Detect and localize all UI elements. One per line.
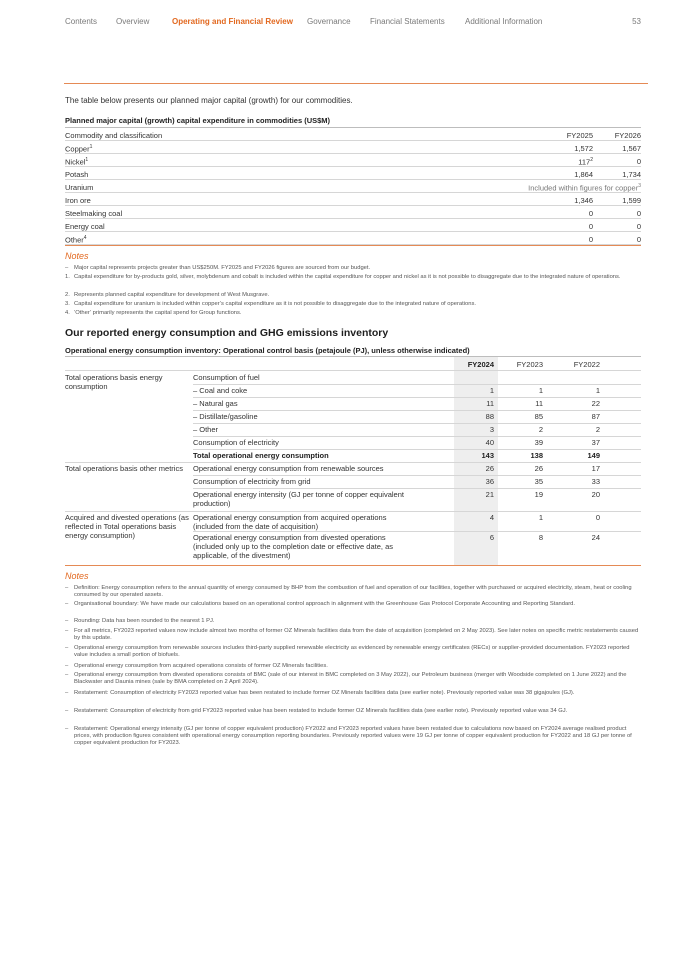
metric-value: 35 (534, 477, 543, 486)
capex-row (65, 180, 641, 193)
note-marker: 3. (65, 301, 70, 307)
row-rule (193, 410, 641, 411)
metric-value: 33 (591, 477, 600, 486)
metric-value: 2 (538, 425, 543, 434)
note-item (65, 672, 641, 686)
fy2025-value: 0 (588, 209, 593, 218)
page-number: 53 (632, 17, 641, 26)
fy2025-value: 1,572 (574, 144, 593, 153)
metric-value: 39 (534, 438, 543, 447)
metric-label: – Other (193, 425, 219, 434)
note-text: Capital expenditure for uranium is included within copper’s capital expenditure as it is not possible to disaggregate due to the integrated nature of operations. (74, 301, 476, 307)
notes-heading-2: Notes (65, 571, 89, 581)
fy2026-value: 0 (636, 235, 641, 244)
capex-row (65, 154, 641, 167)
note-text: For all metrics, FY2023 reported values now include almost two months of former OZ Minerals facilities data from the date of acquisition (completed on 2 May 2023). See later notes on specific metric restatements caused by this update. (74, 628, 639, 641)
header-rule (65, 370, 641, 371)
footnote-marker: 3 (638, 183, 641, 189)
row-rule (193, 531, 641, 532)
metric-value: 4 (489, 513, 494, 522)
metric-value: 26 (485, 464, 494, 473)
note-marker: – (65, 265, 69, 271)
group-label: Total operations basis other metrics (65, 464, 183, 473)
note-text: Operational energy consumption from acquired operations consists of former OZ Minerals facilities. (74, 663, 328, 669)
note-marker: – (65, 672, 69, 678)
metric-value: 37 (591, 438, 600, 447)
capex-row (65, 141, 641, 154)
note-marker: – (65, 585, 69, 591)
note-marker: – (65, 663, 69, 669)
note-item (65, 601, 641, 608)
row-rule (193, 384, 641, 385)
note-item (65, 618, 641, 625)
note-text: Restatement: Consumption of electricity from grid FY2023 reported value has been restated to include former OZ Minerals facilities data (see earlier note). Previously reported value was 34 GJ. (74, 708, 568, 714)
note-item (65, 708, 641, 715)
metric-label: – Natural gas (193, 399, 238, 408)
note-item (65, 265, 641, 272)
note-item (65, 301, 641, 308)
header-commodity: Commodity and classification (65, 131, 163, 140)
metric-value: 20 (591, 490, 600, 499)
metric-value: 40 (485, 438, 494, 447)
top-navigation (65, 17, 641, 29)
note-item (65, 663, 641, 670)
metric-value: 6 (489, 533, 494, 542)
intro-text: The table below presents our planned major capital (growth) for our commodities. (65, 96, 353, 105)
nav-additional-information[interactable]: Additional Information (465, 17, 543, 26)
metric-label: Consumption of fuel (193, 373, 260, 382)
nav-governance[interactable]: Governance (307, 17, 351, 26)
footnote-marker: 2 (590, 157, 593, 163)
metric-value: 1 (489, 386, 494, 395)
notes-heading-1: Notes (65, 251, 89, 261)
metric-label: Operational energy consumption from divested operations (included only up to the completion date or effective date, as applicable, of the divestment) (193, 533, 393, 560)
group-label: Acquired and divested operations (as reflected in Total operations basis energy consumption) (65, 513, 189, 540)
note-item (65, 628, 641, 642)
note-marker: – (65, 690, 69, 696)
commodity-label: Steelmaking coal (65, 209, 123, 218)
note-marker: – (65, 708, 69, 714)
note-item (65, 690, 641, 697)
fy2026-value: 1,599 (622, 196, 641, 205)
footnote-marker: 1 (85, 157, 89, 163)
fy2025-value: $117^2$ (578, 157, 593, 167)
fy2025-value: 0 (588, 235, 593, 244)
note-marker: – (65, 645, 69, 651)
section-heading: Our reported energy consumption and GHG emissions inventory (65, 327, 389, 339)
energy-table-bottom-rule (65, 565, 641, 566)
metric-label: Operational energy consumption from acquired operations (included from the date of acquisition) (193, 513, 387, 531)
commodity-label: Nickel$^1$ (65, 157, 89, 167)
note-text: Restatement: Operational energy intensity (GJ per tonne of copper equivalent production) FY2022 and FY2023 reported values have been restated due to calculations now based on FY2024 average realised product prices, with production figures consistent with operational energy consumption reporting boundaries. Previously reported values were 19 GJ per tonne of copper equivalent production for FY2022 and 18 GJ per tonne of copper equivalent production for FY2023. (74, 726, 632, 746)
note-marker: 1. (65, 274, 70, 280)
note-item (65, 645, 641, 659)
metric-value: 3 (489, 425, 494, 434)
commodity-label: Potash (65, 170, 89, 179)
metric-value: 17 (591, 464, 600, 473)
note-item (65, 726, 641, 747)
commodity-label: Iron ore (65, 196, 91, 205)
note-marker: – (65, 618, 69, 624)
fy2026-value: 0 (636, 157, 641, 166)
metric-label: – Distillate/gasoline (193, 412, 258, 421)
metric-value: 88 (485, 412, 494, 421)
metric-label: Operational energy consumption from renewable sources (193, 464, 384, 473)
commodity-label: Other$^4$ (65, 235, 87, 245)
note-text: Operational energy consumption from renewable sources includes third-party supplied renewable electricity as evidenced by renewable energy certificates (RECs) or supplier-provided documentation. FY2023 reported value includes a small portion of biofuels. (74, 645, 630, 658)
commodity-label: Copper$^1$ (65, 144, 93, 154)
column-header-fy2023: FY2023 (516, 360, 543, 369)
commodity-label: Energy coal (65, 222, 105, 231)
metric-value: 85 (534, 412, 543, 421)
note-text: Represents planned capital expenditure for development of West Musgrave. (74, 292, 270, 298)
commodity-label: Uranium (65, 183, 94, 192)
note-marker: 4. (65, 310, 70, 316)
metric-label: Consumption of electricity from grid (193, 477, 311, 486)
capex-row (65, 232, 641, 245)
row-rule (193, 423, 641, 424)
row-rule (193, 475, 641, 476)
group-rule (65, 511, 641, 512)
row-rule (193, 488, 641, 489)
energy-table-title: Operational energy consumption inventory: Operational control basis (petajoule (PJ), unless otherwise indicated) (65, 346, 470, 355)
header-rule (64, 83, 648, 84)
note-marker: – (65, 628, 69, 634)
group-label: Total operations basis energy consumption (65, 373, 163, 391)
note-marker: 2. (65, 292, 70, 298)
metric-value: 21 (485, 490, 494, 499)
row-rule (193, 449, 641, 450)
group-rule (65, 462, 641, 463)
fy2026-value: 0 (636, 209, 641, 218)
metric-value: 0 (595, 513, 600, 522)
header-fy2025: FY2025 (566, 131, 593, 140)
fy2025-value: 1,346 (574, 196, 593, 205)
metric-value: 11 (535, 399, 543, 408)
nav-financial-statements[interactable]: Financial Statements (370, 17, 445, 26)
metric-value: 149 (587, 451, 600, 460)
capex-row (65, 219, 641, 232)
metric-value: 143 (481, 451, 494, 460)
header-fy2026: FY2026 (614, 131, 641, 140)
metric-value: 138 (530, 451, 543, 460)
note-text: Operational energy consumption from divested operations consists of BMC (sale of our interest in BMC completed on 3 May 2022), our Petroleum business (merger with Woodside completed on 1 June 2022) and the Blackwater and Daunia mines (sale by BMA completed on 2 April 2024). (74, 672, 627, 685)
metric-value: 87 (591, 412, 600, 421)
column-header-fy2024: FY2024 (467, 360, 494, 369)
fy2026-value: 1,734 (622, 170, 641, 179)
metric-value: 26 (534, 464, 543, 473)
fy2025-value: 1,864 (574, 170, 593, 179)
nav-overview[interactable]: Overview (116, 17, 150, 26)
note-marker: – (65, 726, 69, 732)
metric-value: 1 (595, 386, 600, 395)
note-item (65, 585, 641, 599)
capex-row (65, 193, 641, 206)
metric-value: 1 (538, 386, 543, 395)
capex-row (65, 167, 641, 180)
metric-value: 36 (485, 477, 494, 486)
metric-label: Consumption of electricity (193, 438, 279, 447)
note-text: Definition: Energy consumption refers to the annual quantity of energy consumed by BHP from the combustion of fuel and operation of our facilities, together with purchased or acquired electricity, steam, heat or cooling consumed by our operated assets. (74, 585, 632, 598)
total-row-label: Total operational energy consumption (193, 451, 329, 460)
metric-value: 24 (591, 533, 600, 542)
note-text: Capital expenditure for by-products gold, silver, molybdenum and cobalt is included within the capital expenditure for copper and nickel as it is not possible to disaggregate due to the integrated nature of operations. (74, 274, 621, 280)
note-text: Organisational boundary: We have made our calculations based on an operational control approach in alignment with the Greenhouse Gas Protocol Corporate Accounting and Reporting Standard. (74, 601, 575, 607)
note-item (65, 292, 641, 299)
capex-table-title: Planned major capital (growth) capital expenditure in commodities (US$M) (65, 116, 331, 125)
metric-label: – Coal and coke (193, 386, 248, 395)
metric-value: 11 (486, 399, 494, 408)
note-text: Restatement: Consumption of electricity FY2023 reported value has been restated to include former OZ Minerals facilities data (see earlier note). Previously reported value was 38 gigajoules (GJ). (74, 690, 575, 696)
uranium-note-cell: Included within figures for copper$^3$ (528, 183, 641, 193)
metric-value: 22 (591, 399, 600, 408)
column-header-fy2022: FY2022 (573, 360, 600, 369)
footnote-marker: 4 (83, 235, 87, 241)
nav-operating-financial-review[interactable]: Operating and Financial Review (172, 17, 293, 26)
note-item (65, 274, 641, 281)
footnote-marker: 1 (89, 144, 93, 150)
capex-row (65, 206, 641, 219)
fy2026-value: 1,567 (622, 144, 641, 153)
note-item (65, 310, 641, 317)
capex-table-bottom-rule (65, 245, 641, 246)
energy-table-top-rule (65, 356, 641, 357)
note-text: Major capital represents projects greater than US$250M. FY2025 and FY2026 figures are sourced from our budget. (74, 265, 371, 271)
row-rule (193, 436, 641, 437)
nav-contents[interactable]: Contents (65, 17, 98, 26)
note-marker: – (65, 601, 69, 607)
metric-value: 1 (538, 513, 543, 522)
fy2025-value: 0 (588, 222, 593, 231)
metric-label: Operational energy intensity (GJ per tonne of copper equivalent production) (193, 490, 404, 508)
capex-table-header (65, 128, 641, 141)
fy2026-value: 0 (636, 222, 641, 231)
metric-value: 8 (538, 533, 543, 542)
note-text: ‘Other’ primarily represents the capital spend for Group functions. (74, 310, 242, 316)
note-text: Rounding: Data has been rounded to the nearest 1 PJ. (74, 618, 215, 624)
metric-value: 2 (595, 425, 600, 434)
row-rule (193, 397, 641, 398)
metric-value: 19 (534, 490, 543, 499)
